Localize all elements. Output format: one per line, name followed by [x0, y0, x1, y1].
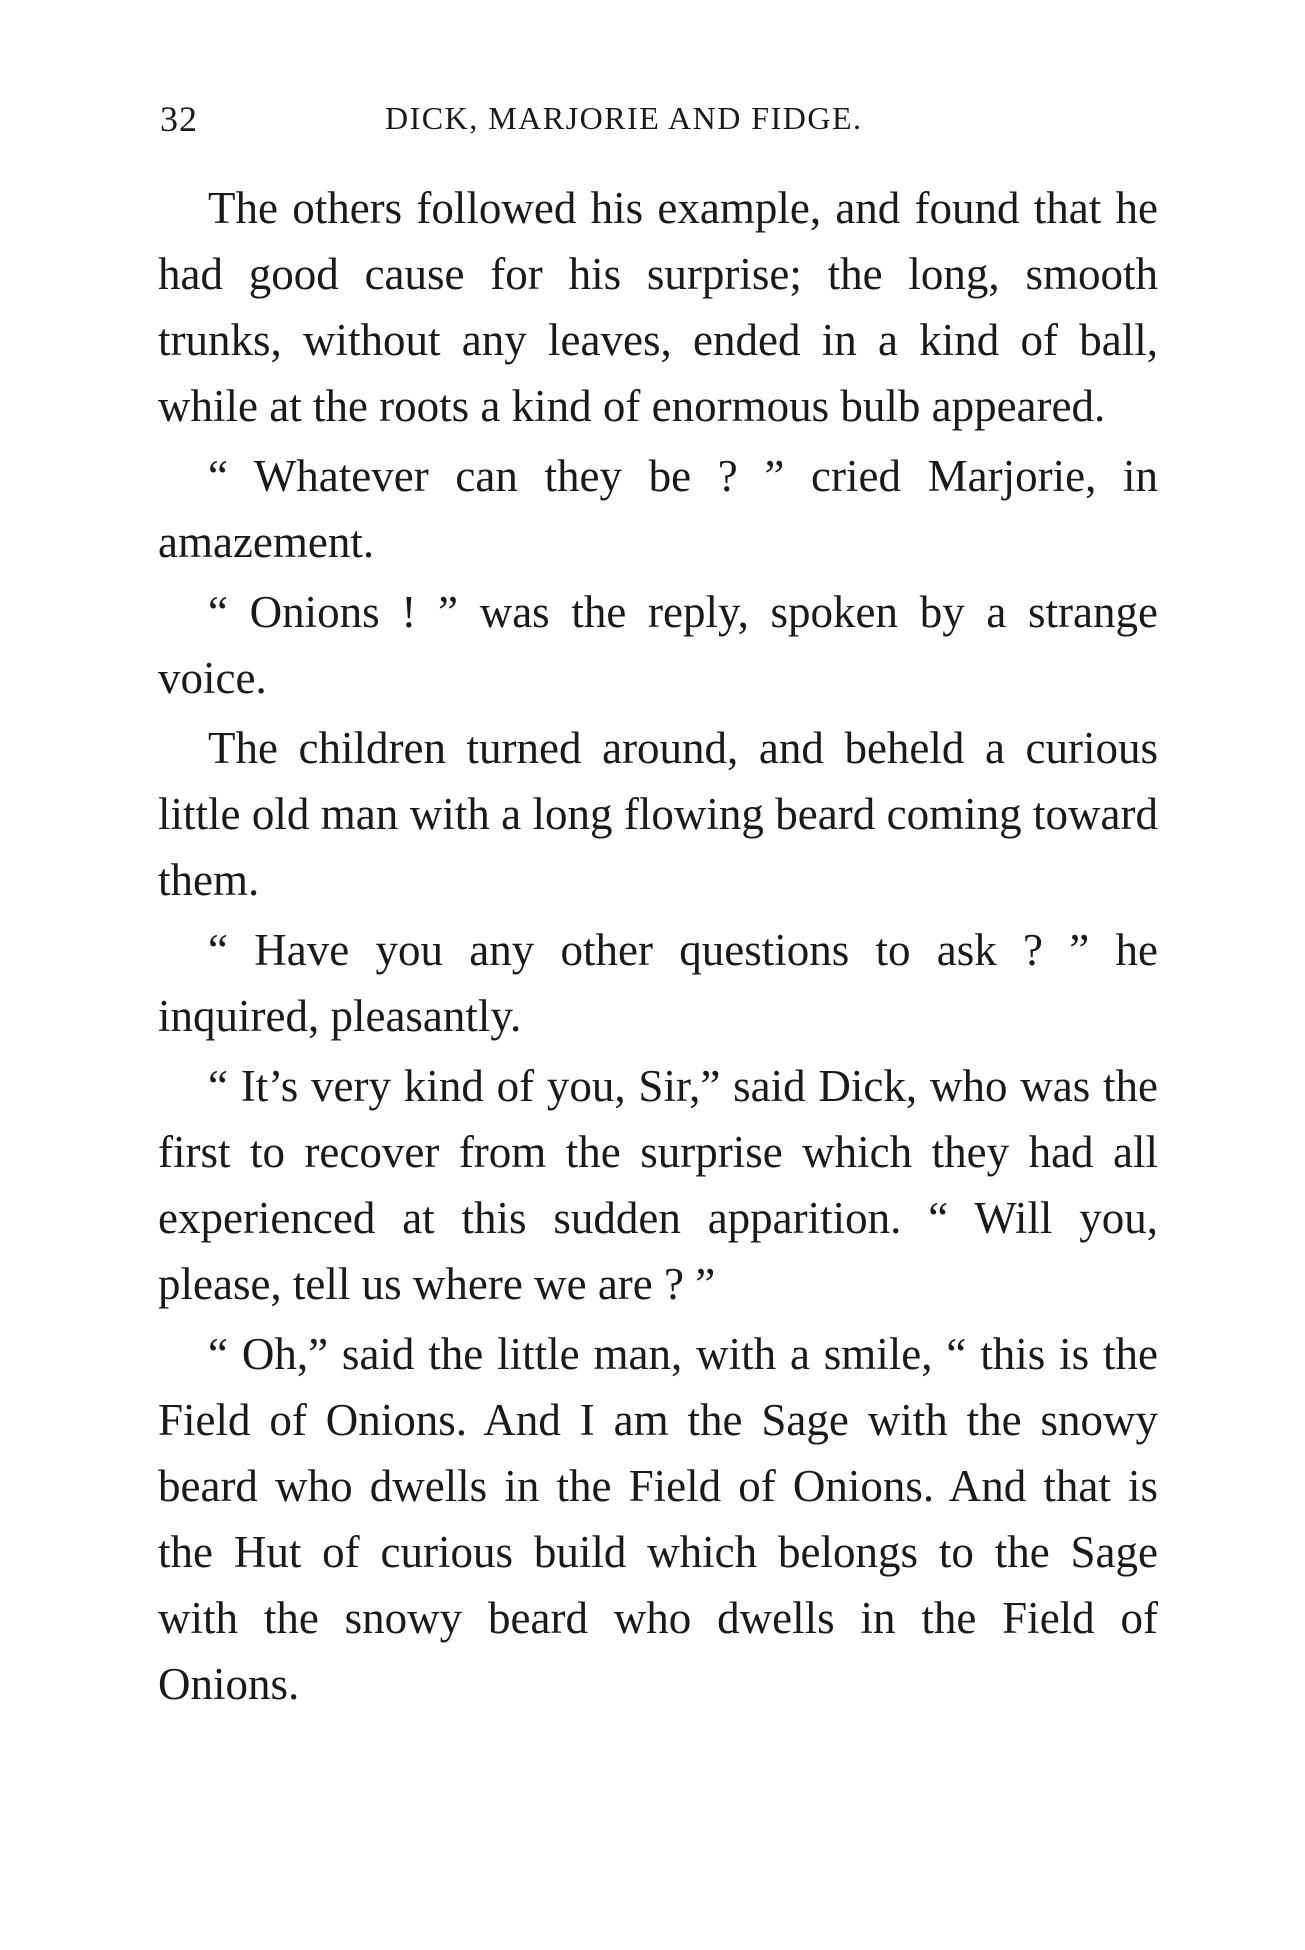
paragraph: The others followed his example, and found that he had good cause for his surprise; the long, smooth trunks, without any leaves, ended in a kind of ball, while at the roots a kind of enormous bulb appeared.	[158, 183, 1158, 431]
body-text	[158, 175, 1158, 1721]
page-number: 32	[160, 99, 198, 139]
paragraph: The children turned around, and beheld a curious little old man with a long flowing beard coming toward them.	[158, 723, 1158, 905]
paragraph: “ It’s very kind of you, Sir,” said Dick, who was the first to recover from the surprise which they had all experienced at this sudden apparition. “ Will you, please, tell us where we are ? ”	[158, 1061, 1158, 1309]
paragraph: “ Onions ! ” was the reply, spoken by a strange voice.	[158, 587, 1158, 703]
running-title: DICK, MARJORIE AND FIDGE.	[385, 100, 863, 136]
paragraph: “ Whatever can they be ? ” cried Marjorie, in amazement.	[158, 451, 1158, 567]
page-header	[160, 98, 1160, 148]
paragraph: “ Have you any other questions to ask ? ” he inquired, pleasantly.	[158, 925, 1158, 1041]
paragraph: “ Oh,” said the little man, with a smile, “ this is the Field of Onions. And I am the Sage with the snowy beard who dwells in the Field of Onions. And that is the Hut of curious build which belongs to the Sage with the snowy beard who dwells in the Field of Onions.	[158, 1329, 1158, 1709]
